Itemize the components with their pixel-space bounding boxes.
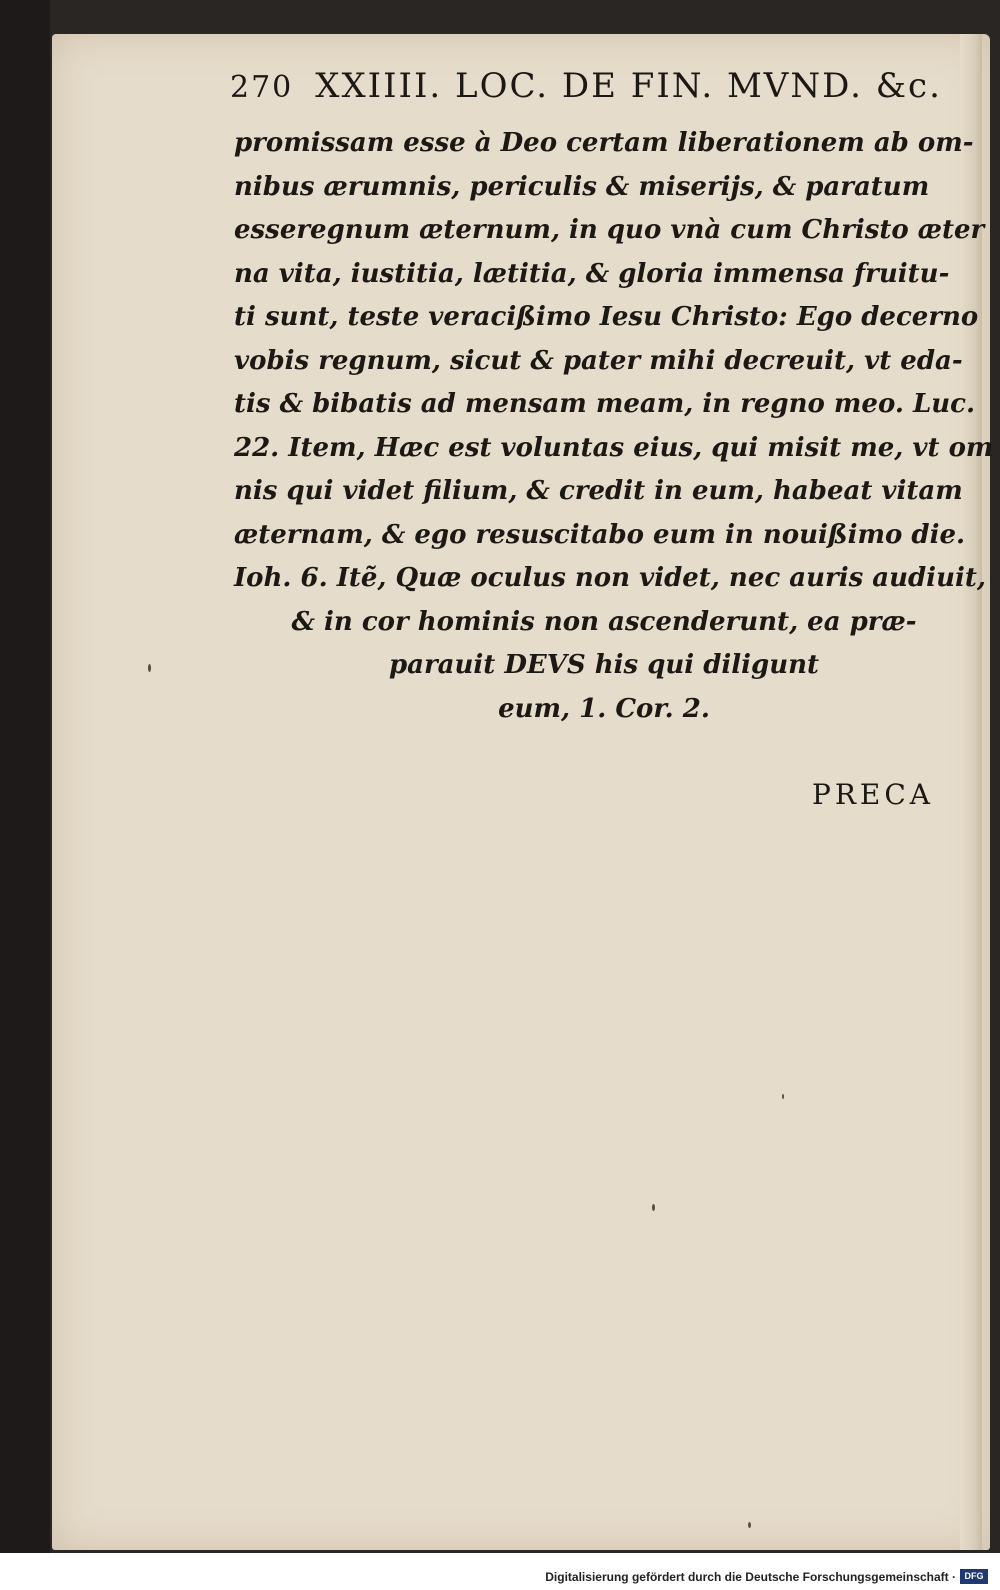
running-head — [230, 66, 970, 106]
book-page — [52, 34, 994, 1550]
text-line: vobis regnum, sicut & pater mihi decreuit, vt eda- — [234, 345, 963, 376]
paper-speck — [652, 1204, 655, 1211]
text-line: esseregnum æternum, in quo vnà cum Christo æter — [234, 215, 985, 245]
scan-background-left — [0, 0, 50, 1590]
text-line: promissam esse à Deo certam liberationem ab om- — [234, 128, 974, 158]
text-line: 22. Item, Hæc est voluntas eius, qui misit me, vt om — [234, 432, 994, 463]
catchword: PRECA — [811, 778, 934, 811]
text-line: tis & bibatis ad mensam meam, in regno meo. Luc. — [234, 389, 976, 419]
text-line: nibus ærumnis, periculis & miserijs, & paratum — [234, 171, 930, 202]
paper-speck — [748, 1522, 751, 1528]
text-line-centered: parauit DEVS his qui diligunt — [388, 650, 820, 680]
text-line: ti sunt, teste veracißimo Iesu Christo: Ego decerno — [234, 302, 979, 332]
body-text — [234, 122, 994, 731]
funding-credit: Digitalisierung gefördert durch die Deutsche Forschungsgemeinschaft · — [545, 1570, 956, 1584]
text-line: æternam, & ego resuscitabo eum in nouißimo die. — [234, 519, 966, 550]
text-line-centered: & in cor hominis non ascenderunt, ea præ- — [291, 606, 917, 637]
paper-speck — [782, 1094, 784, 1099]
text-line: Ioh. 6. Itẽ, Quæ oculus non videt, nec auris audiuit, — [234, 563, 986, 593]
dfg-logo-icon: DFG — [960, 1569, 988, 1584]
running-head-title: XXIIII. LOC. DE FIN. MVND. &c. — [315, 66, 942, 106]
text-line: nis qui videt filium, & credit in eum, habeat vitam — [234, 476, 963, 506]
paper-speck — [148, 664, 151, 672]
text-line-centered: eum, 1. Cor. 2. — [498, 693, 710, 724]
text-line: na vita, iustitia, lætitia, & gloria immensa fruitu- — [234, 258, 950, 289]
page-number: 270 — [230, 70, 294, 105]
